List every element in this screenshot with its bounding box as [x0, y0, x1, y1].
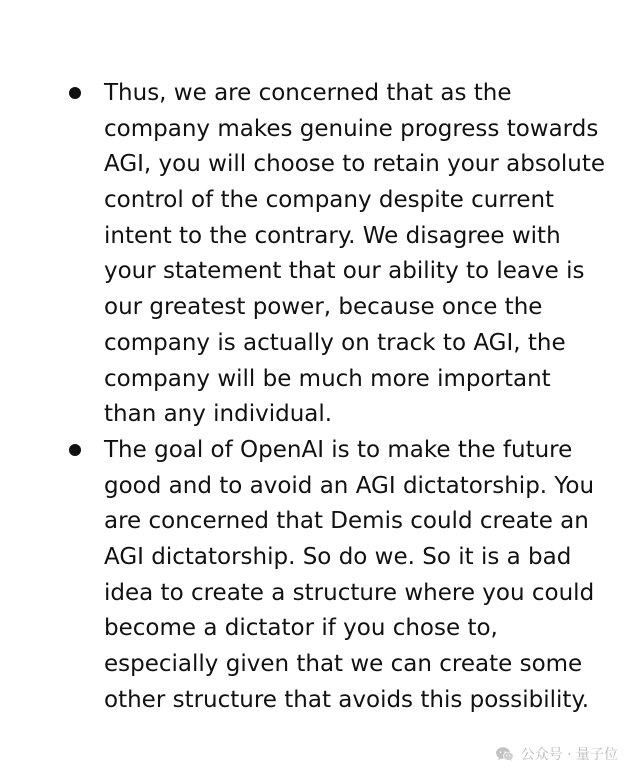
watermark: [495, 744, 618, 764]
text-line: idea to create a structure where you could: [104, 579, 595, 606]
text-line: are concerned that Demis could create an: [104, 508, 589, 535]
text-line: AGI, you will choose to retain your absolute: [104, 151, 606, 178]
bullet-dot: [69, 87, 81, 99]
text-line: Thus, we are concerned that as the: [104, 80, 512, 106]
text-line: especially given that we can create some: [104, 651, 583, 677]
bullet-paragraph: [104, 433, 640, 719]
text-line: The goal of OpenAI is to make the future: [104, 436, 573, 463]
text-line: your statement that our ability to leave is: [104, 258, 585, 285]
bullet-dot: [69, 444, 81, 456]
document-body: [0, 76, 640, 718]
bullet-item: [0, 76, 640, 433]
text-line: company will be much more important: [104, 365, 551, 392]
text-line: become a dictator if you chose to,: [104, 615, 498, 642]
text-line: company is actually on track to AGI, the: [104, 329, 566, 356]
text-line: company makes genuine progress towards: [104, 115, 599, 142]
wechat-icon: [495, 746, 515, 762]
watermark-text: 公众号 · 量子位: [520, 747, 618, 763]
text-line: our greatest power, because once the: [104, 294, 543, 321]
text-line: control of the company despite current: [104, 187, 555, 214]
text-line: good and to avoid an AGI dictatorship. You: [104, 472, 595, 499]
bullet-paragraph: [104, 76, 640, 433]
text-line: intent to the contrary. We disagree with: [104, 222, 561, 249]
text-line: other structure that avoids this possibility.: [104, 686, 590, 713]
text-line: than any individual.: [104, 401, 333, 428]
text-line: AGI dictatorship. So do we. So it is a bad: [104, 543, 572, 570]
bullet-item: [0, 433, 640, 719]
